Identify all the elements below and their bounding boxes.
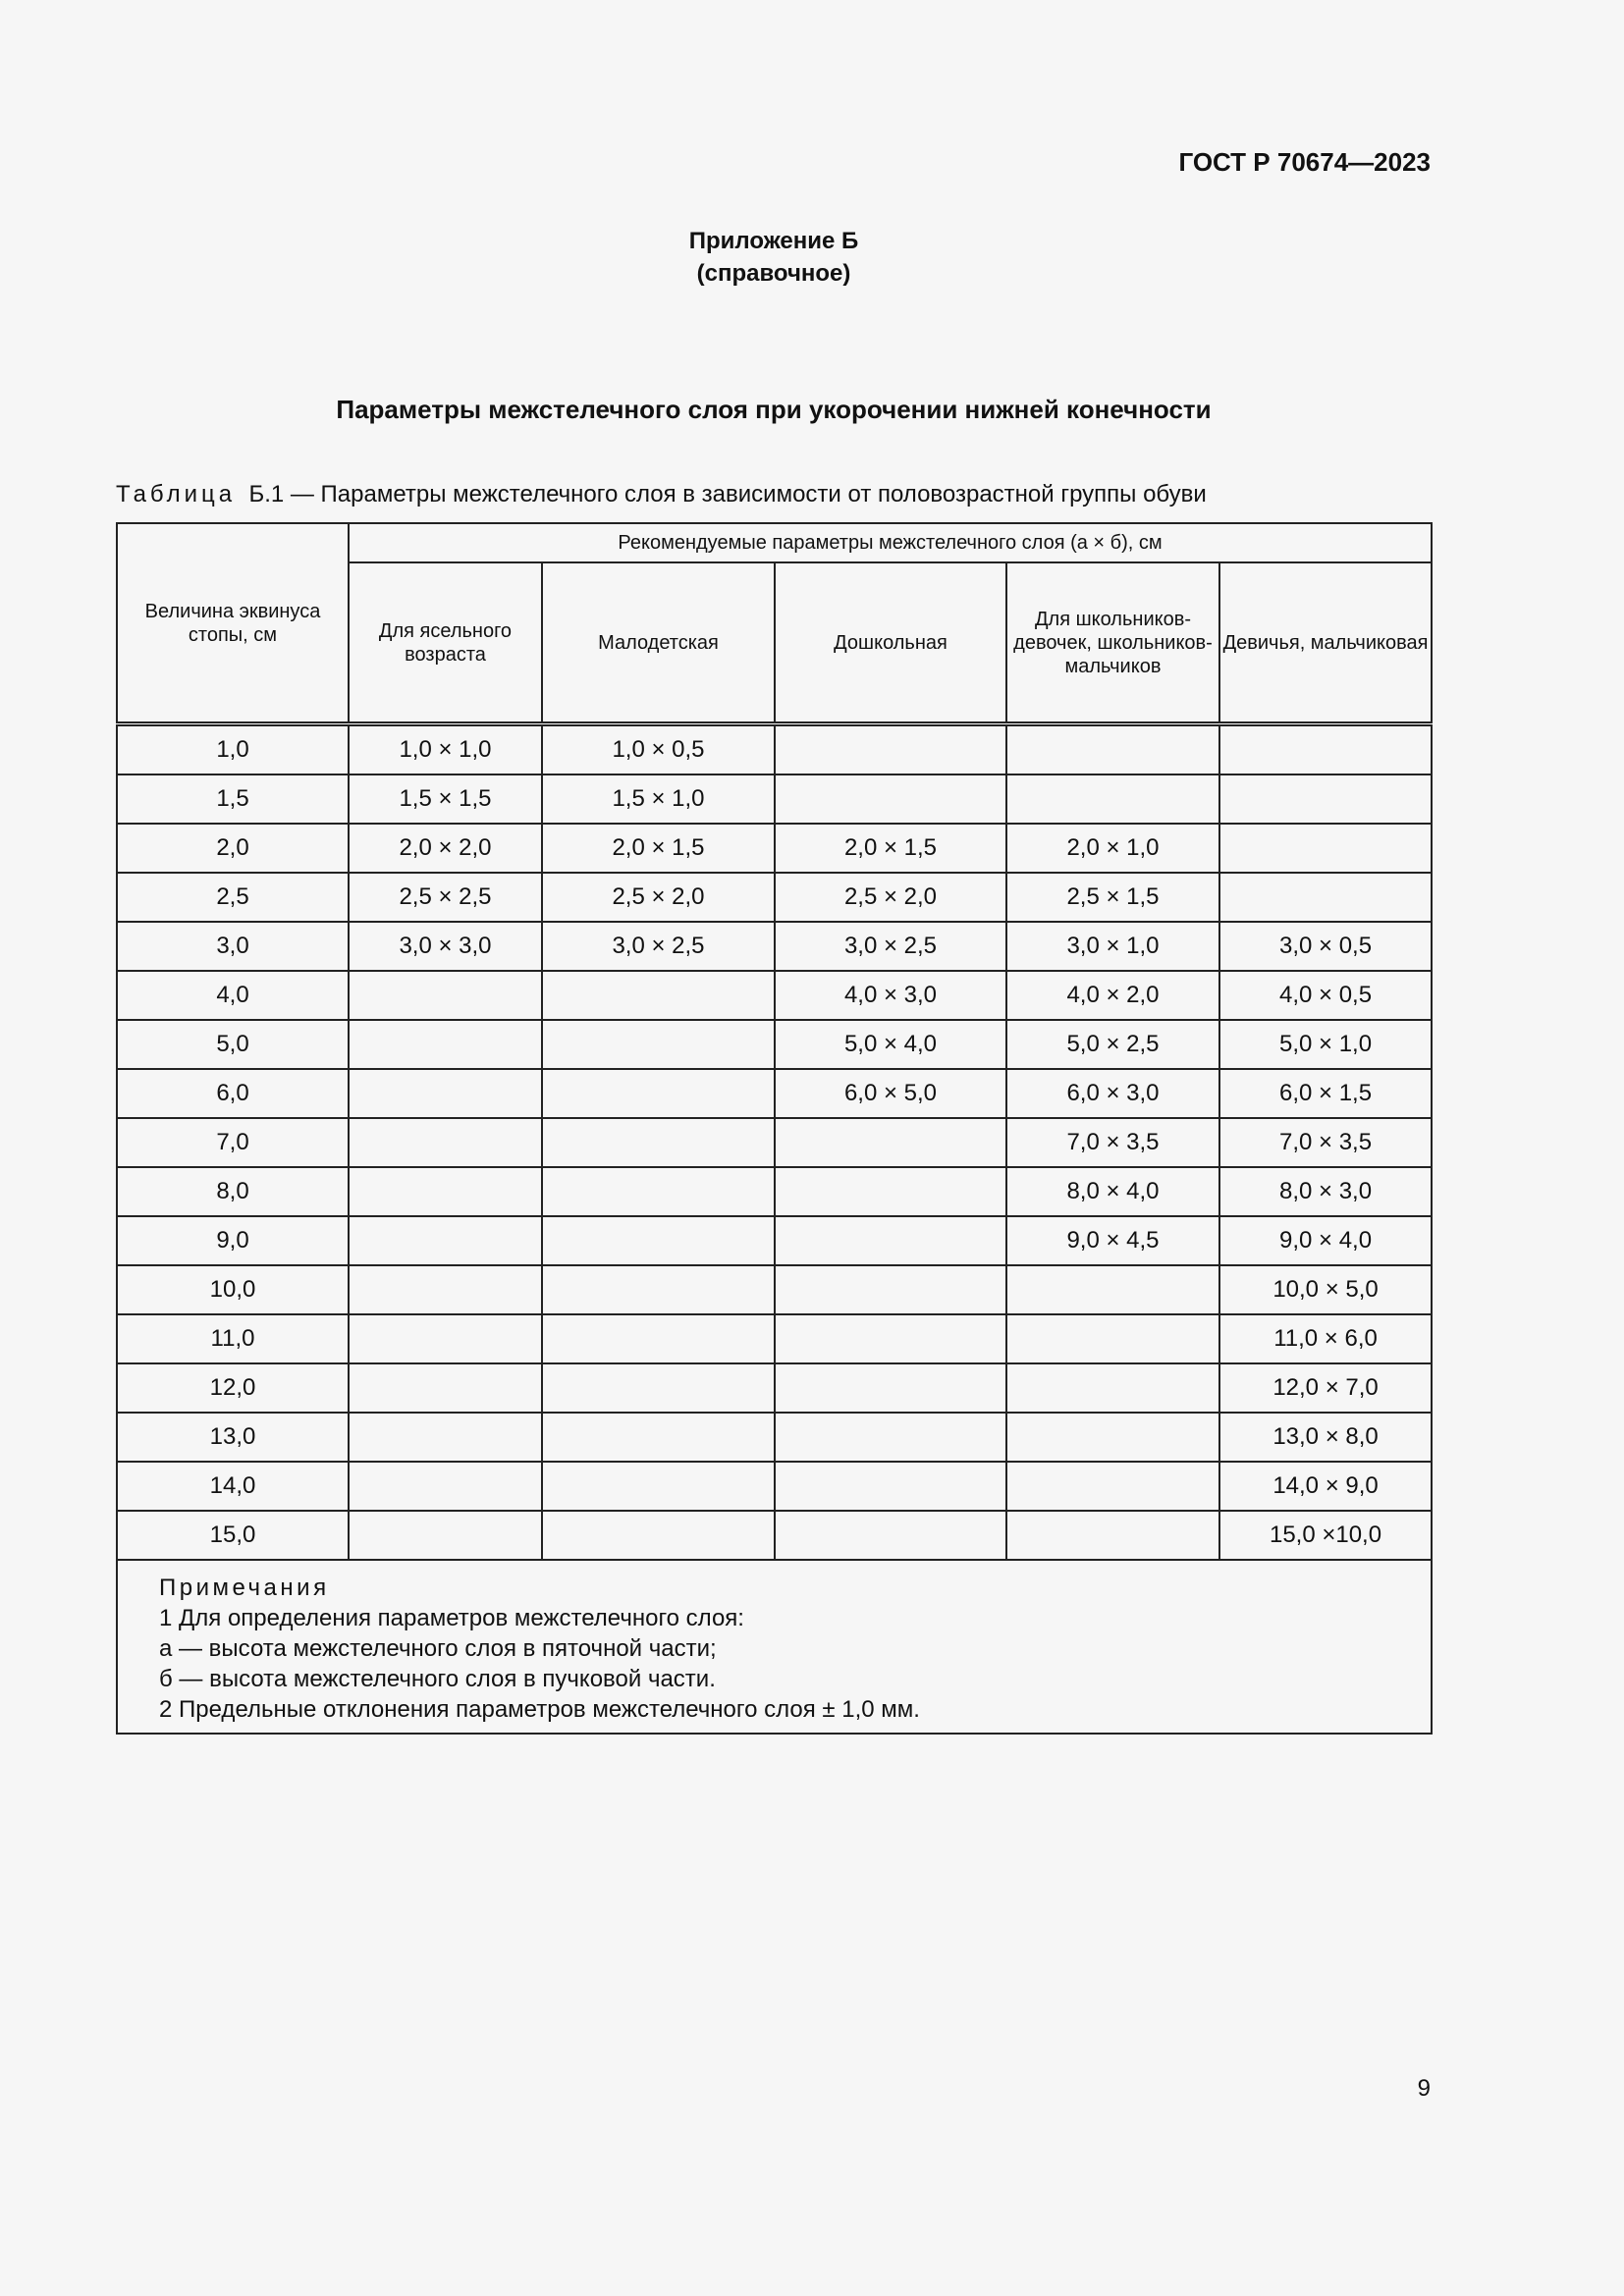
parameter-cell [542,1069,775,1118]
parameter-cell: 6,0 × 5,0 [775,1069,1006,1118]
parameter-cell [1006,774,1219,824]
equinus-value-cell: 1,5 [117,774,349,824]
parameter-cell: 7,0 × 3,5 [1219,1118,1432,1167]
parameter-cell: 1,0 × 1,0 [349,724,542,775]
table-caption-text: Б.1 — Параметры межстелечного слоя в зависимости от половозрастной группы обуви [248,481,1207,507]
parameter-cell: 13,0 × 8,0 [1219,1413,1432,1462]
parameter-cell [542,1363,775,1413]
parameter-cell: 11,0 × 6,0 [1219,1314,1432,1363]
parameter-cell [349,1118,542,1167]
equinus-value-cell: 10,0 [117,1265,349,1314]
parameter-cell [542,1314,775,1363]
equinus-value-cell: 2,0 [117,824,349,873]
equinus-value-cell: 15,0 [117,1511,349,1560]
parameter-cell [1219,824,1432,873]
parameter-cell [542,1167,775,1216]
parameter-cell [775,1216,1006,1265]
parameter-cell: 6,0 × 3,0 [1006,1069,1219,1118]
parameter-cell [349,1020,542,1069]
table-row [117,1363,1432,1413]
parameter-cell: 14,0 × 9,0 [1219,1462,1432,1511]
table-row [117,1413,1432,1462]
parameter-cell: 2,5 × 2,0 [542,873,775,922]
parameter-cell [542,1265,775,1314]
parameter-cell: 15,0 ×10,0 [1219,1511,1432,1560]
parameter-cell [542,1118,775,1167]
parameter-cell [1006,724,1219,775]
parameter-cell: 3,0 × 3,0 [349,922,542,971]
table-body [117,724,1432,1561]
parameter-cell [1219,724,1432,775]
parameter-cell [349,1265,542,1314]
parameter-cell: 2,0 × 2,0 [349,824,542,873]
parameter-cell: 8,0 × 4,0 [1006,1167,1219,1216]
parameter-cell: 5,0 × 4,0 [775,1020,1006,1069]
parameter-cell: 5,0 × 1,0 [1219,1020,1432,1069]
table-row [117,1511,1432,1560]
parameter-cell: 9,0 × 4,5 [1006,1216,1219,1265]
parameter-cell [1006,1413,1219,1462]
note-line: 2 Предельные отклонения параметров межстелечного слоя ± 1,0 мм. [159,1696,920,1723]
appendix-status: (справочное) [696,260,851,287]
parameter-cell: 4,0 × 0,5 [1219,971,1432,1020]
table-row [117,1265,1432,1314]
parameter-cell: 5,0 × 2,5 [1006,1020,1219,1069]
equinus-value-cell: 2,5 [117,873,349,922]
parameter-cell [1006,1511,1219,1560]
parameter-cell: 6,0 × 1,5 [1219,1069,1432,1118]
parameter-cell [775,774,1006,824]
table-row [117,1314,1432,1363]
table-notes [117,1560,1432,1734]
parameter-cell [542,971,775,1020]
parameter-cell [775,1265,1006,1314]
parameter-cell: 2,5 × 2,0 [775,873,1006,922]
parameter-cell [775,1118,1006,1167]
table-caption-prefix: Таблица [116,481,237,507]
equinus-value-cell: 12,0 [117,1363,349,1413]
parameter-cell [1006,1363,1219,1413]
equinus-value-cell: 5,0 [117,1020,349,1069]
table-row [117,922,1432,971]
note-line: б — высота межстелечного слоя в пучковой части. [159,1666,716,1692]
parameter-cell [775,1413,1006,1462]
document-code: ГОСТ Р 70674—2023 [1178,147,1431,177]
table-row [117,724,1432,775]
equinus-value-cell: 13,0 [117,1413,349,1462]
col-header-toddler: Малодетская [542,562,775,724]
equinus-value-cell: 7,0 [117,1118,349,1167]
parameter-cell [775,1363,1006,1413]
equinus-value-cell: 9,0 [117,1216,349,1265]
col-header-teen: Девичья, мальчиковая [1219,562,1432,724]
note-line: 1 Для определения параметров межстелечного слоя: [159,1605,744,1631]
col-header-nursery: Для ясельного возраста [349,562,542,724]
parameter-cell [349,1216,542,1265]
parameter-cell [349,1167,542,1216]
parameter-cell [542,1413,775,1462]
parameter-cell: 2,5 × 2,5 [349,873,542,922]
parameter-cell [349,1511,542,1560]
equinus-value-cell: 4,0 [117,971,349,1020]
parameter-cell: 10,0 × 5,0 [1219,1265,1432,1314]
table-row [117,1462,1432,1511]
parameter-cell [542,1462,775,1511]
parameter-cell: 2,0 × 1,0 [1006,824,1219,873]
table-row [117,1216,1432,1265]
table-caption [116,481,1207,508]
equinus-value-cell: 3,0 [117,922,349,971]
parameter-cell [542,1216,775,1265]
parameter-cell [349,1413,542,1462]
parameter-cell: 2,5 × 1,5 [1006,873,1219,922]
parameter-cell [1006,1265,1219,1314]
parameter-cell [542,1511,775,1560]
parameter-cell: 12,0 × 7,0 [1219,1363,1432,1413]
equinus-value-cell: 14,0 [117,1462,349,1511]
parameter-cell [349,1462,542,1511]
parameters-table [116,522,1433,1735]
parameter-cell [775,1167,1006,1216]
equinus-value-cell: 6,0 [117,1069,349,1118]
parameter-cell: 1,5 × 1,5 [349,774,542,824]
section-title: Параметры межстелечного слоя при укорочении нижней конечности [336,395,1212,424]
table-row [117,1020,1432,1069]
parameter-cell: 8,0 × 3,0 [1219,1167,1432,1216]
parameter-cell [349,1363,542,1413]
col-header-preschool: Дошкольная [775,562,1006,724]
table-row [117,1118,1432,1167]
equinus-value-cell: 1,0 [117,724,349,775]
page-number: 9 [1417,2075,1431,2102]
table-row [117,774,1432,824]
notes-title: Примечания [159,1575,330,1601]
col-header-equinus: Величина эквинуса стопы, см [117,523,349,724]
parameter-cell: 2,0 × 1,5 [542,824,775,873]
parameter-cell [1219,873,1432,922]
table-row [117,873,1432,922]
parameter-cell: 7,0 × 3,5 [1006,1118,1219,1167]
parameter-cell [1006,1462,1219,1511]
parameter-cell: 9,0 × 4,0 [1219,1216,1432,1265]
parameter-cell [349,1069,542,1118]
equinus-value-cell: 11,0 [117,1314,349,1363]
equinus-value-cell: 8,0 [117,1167,349,1216]
parameter-cell [349,971,542,1020]
appendix-heading [0,225,1547,290]
parameter-cell: 4,0 × 2,0 [1006,971,1219,1020]
group-header: Рекомендуемые параметры межстелечного слоя (а × б), см [349,523,1432,562]
parameter-cell [775,1462,1006,1511]
table-row [117,1069,1432,1118]
parameter-cell: 4,0 × 3,0 [775,971,1006,1020]
parameter-cell: 3,0 × 2,5 [542,922,775,971]
parameter-cell: 3,0 × 1,0 [1006,922,1219,971]
table-row [117,1167,1432,1216]
parameter-cell: 1,5 × 1,0 [542,774,775,824]
appendix-label: Приложение Б [688,228,859,254]
parameter-cell [775,1511,1006,1560]
parameter-cell: 2,0 × 1,5 [775,824,1006,873]
parameter-cell [775,1314,1006,1363]
table-row [117,824,1432,873]
parameter-cell [349,1314,542,1363]
parameter-cell [1219,774,1432,824]
note-line: а — высота межстелечного слоя в пяточной части; [159,1635,717,1662]
parameter-cell [775,724,1006,775]
parameter-cell [542,1020,775,1069]
parameter-cell: 1,0 × 0,5 [542,724,775,775]
parameter-cell: 3,0 × 0,5 [1219,922,1432,971]
parameter-cell: 3,0 × 2,5 [775,922,1006,971]
parameter-cell [1006,1314,1219,1363]
table-row [117,971,1432,1020]
col-header-schoolchildren: Для школьников-девочек, школьников-мальчиков [1006,562,1219,724]
